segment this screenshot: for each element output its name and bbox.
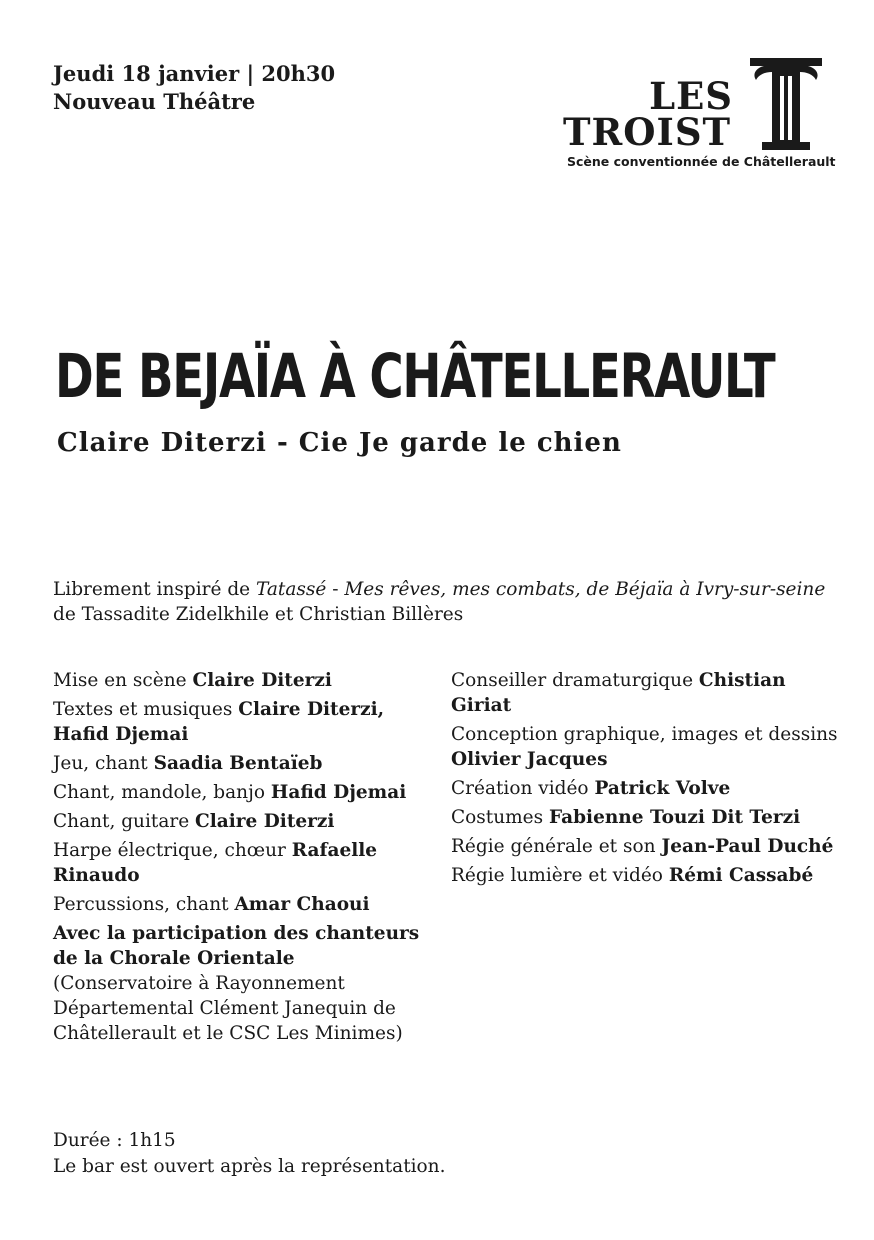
credit-entry (53, 751, 443, 776)
inspiration-work-subtitle: Mes rêves, mes combats, de Béjaïa à Ivry-sur-seine (344, 579, 826, 600)
credit-extra: (Conservatoire à Rayonnement Départemental Clément Janequin de Châtellerault et le CSC Les Minimes) (53, 973, 403, 1044)
credit-role: Chant, mandole, banjo (53, 782, 271, 803)
credit-entry (451, 668, 841, 718)
logo-tagline: Scène conventionnée de Châtellerault (567, 154, 836, 169)
event-date: Jeudi 18 janvier | 20h30 (53, 61, 336, 86)
credit-role: Mise en scène (53, 670, 193, 691)
duration: Durée : 1h15 (53, 1130, 176, 1151)
event-info (53, 60, 335, 116)
footer-info (53, 1128, 445, 1180)
credit-role: Costumes (451, 807, 550, 828)
credit-role: Création vidéo (451, 778, 595, 799)
credit-entry (451, 805, 841, 830)
credit-person: Hafid Djemai (270, 782, 407, 803)
credit-person: Saadia Bentaïeb (153, 753, 323, 774)
credit-entry (53, 838, 443, 888)
logo-line-les: LES (649, 74, 733, 118)
inspiration-suffix: de Tassadite Zidelkhile et Christian Billères (53, 604, 464, 625)
credit-person: Rémi Cassabé (668, 865, 814, 886)
credit-person: Claire Diterzi (195, 811, 335, 832)
logo-line-troist: TROIST (563, 110, 732, 154)
credit-entry (53, 780, 443, 805)
inspiration-note (53, 577, 843, 627)
inspiration-work-title: Tatassé (256, 579, 327, 600)
credits-left-column (53, 668, 443, 1050)
credits-right-column (451, 668, 841, 892)
credit-person: Claire Diterzi, Hafid Djemai (53, 699, 385, 745)
credit-entry (451, 776, 841, 801)
credit-entry (53, 921, 443, 1046)
credit-role: Jeu, chant (53, 753, 154, 774)
credit-role: Conception graphique, images et dessins (451, 724, 838, 745)
theatre-logo (563, 54, 836, 174)
credit-person: Chistian Giriat (451, 670, 786, 716)
credit-entry (53, 892, 443, 917)
page-subtitle: Claire Diterzi - Cie Je garde le chien (57, 428, 622, 458)
credit-person: Olivier Jacques (451, 749, 608, 770)
credit-person: Patrick Volve (594, 778, 731, 799)
credit-role: Harpe électrique, chœur (53, 840, 292, 861)
credit-entry (451, 834, 841, 859)
credit-role: Régie générale et son (451, 836, 662, 857)
credit-entry (53, 697, 443, 747)
inspiration-dash: - (326, 579, 345, 600)
credit-entry (451, 863, 841, 888)
credit-role: Textes et musiques (53, 699, 239, 720)
credit-person: Avec la participation des chanteurs de la Chorale Orientale (53, 923, 420, 969)
credit-entry (53, 668, 443, 693)
credit-role: Régie lumière et vidéo (451, 865, 669, 886)
credit-person: Jean-Paul Duché (661, 836, 834, 857)
bar-note: Le bar est ouvert après la représentation. (53, 1156, 446, 1177)
credit-person: Rafaelle Rinaudo (53, 840, 378, 886)
credit-role: Chant, guitare (53, 811, 196, 832)
credit-role: Percussions, chant (53, 894, 235, 915)
event-venue: Nouveau Théâtre (53, 89, 256, 114)
credit-person: Amar Chaoui (234, 894, 370, 915)
credit-entry (53, 809, 443, 834)
column-icon (746, 54, 826, 150)
credit-person: Claire Diterzi (192, 670, 332, 691)
page-title: DE BEJAÏA À CHÂTELLERAULT (55, 341, 775, 412)
credit-role: Conseiller dramaturgique (451, 670, 699, 691)
inspiration-prefix: Librement inspiré de (53, 579, 256, 600)
credit-entry (451, 722, 841, 772)
credit-person: Fabienne Touzi Dit Terzi (549, 807, 801, 828)
